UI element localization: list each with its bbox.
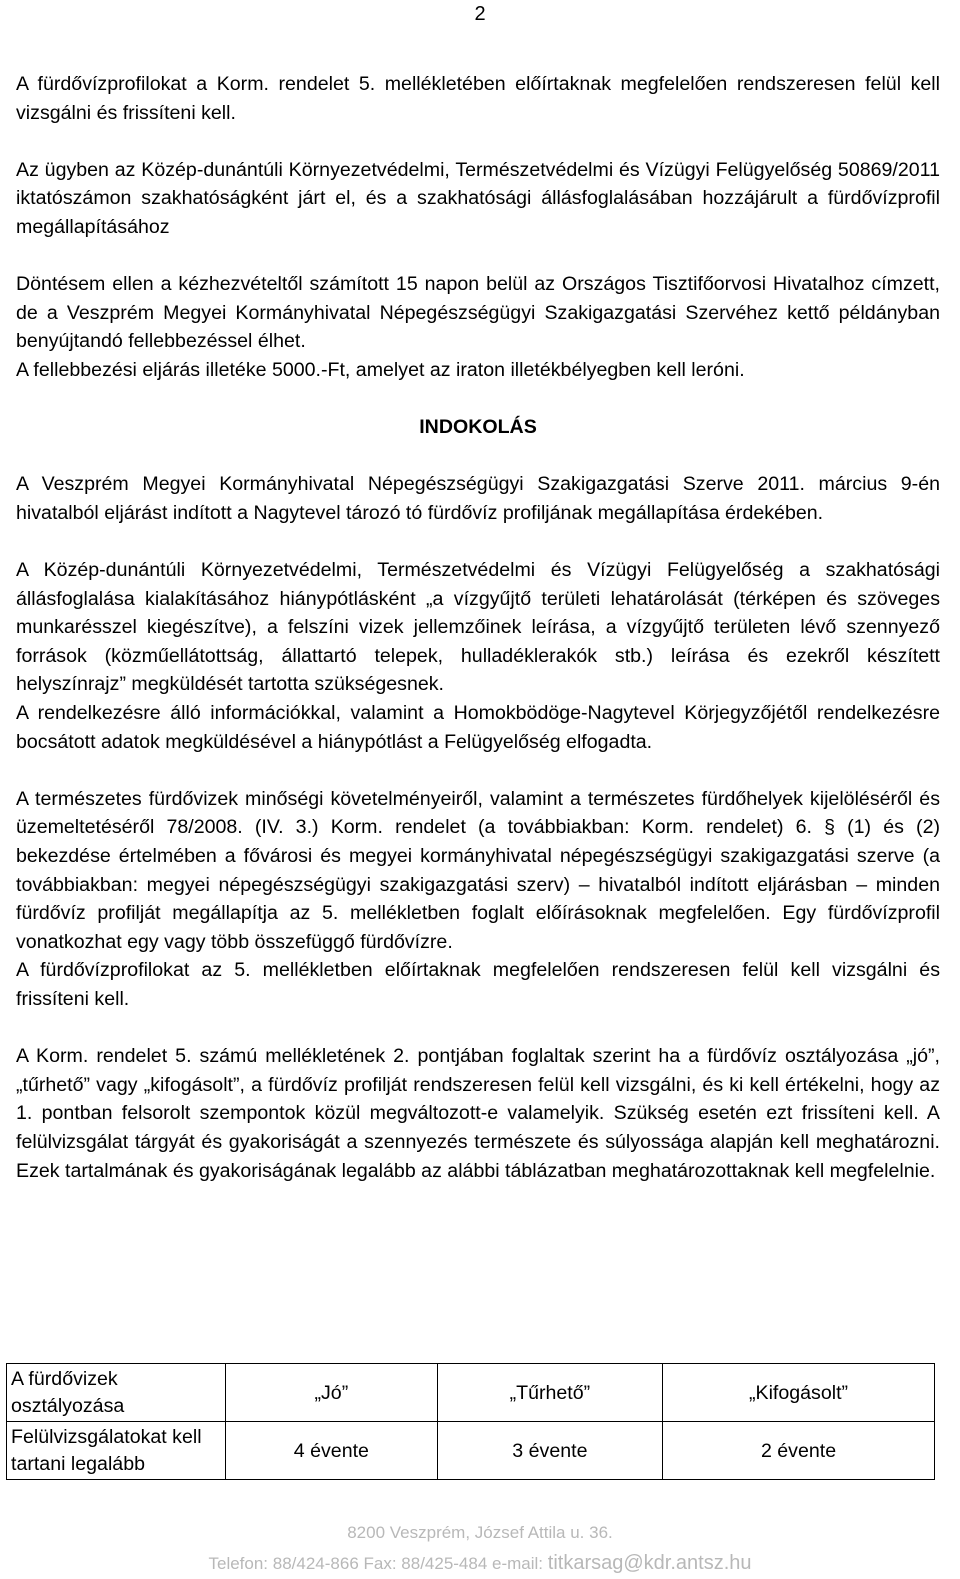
footer-contact: Telefon: 88/424-866 Fax: 88/425-484 e-mail: <box>208 1554 548 1573</box>
table-row <box>7 1364 935 1422</box>
table-cell-acceptable: 3 évente <box>437 1422 662 1480</box>
paragraph-profile-refresh: A fürdővízprofilokat az 5. mellékletben előírtaknak megfelelően rendszeresen felül kell vizsgálni és frissíteni kell. <box>16 959 940 1010</box>
footer-email: titkarsag@kdr.antsz.hu <box>547 1552 752 1574</box>
paragraph-deficiency-accepted: A rendelkezésre álló információkkal, valamint a Homokbödöge-Nagytevel Körjegyzőjétől rendelkezésre bocsátott adatok megküldésével a hiánypótlást a Felügyelőség elfogadta. <box>16 702 940 753</box>
page-footer <box>0 1518 960 1579</box>
table-header-good: „Jó” <box>226 1364 438 1422</box>
table-header-objectionable: „Kifogásolt” <box>663 1364 935 1422</box>
paragraph-appeal: Döntésem ellen a kézhezvételtől számított 15 napon belül az Országos Tisztifőorvosi Hivatalhoz címzett, de a Veszprém Megyei Kormányhivatal Népegészségügyi Szakigazgatási Szervéhez kettő példányban benyújtandó fellebbezéssel élhet. <box>16 273 940 353</box>
paragraph-procedure-start: A Veszprém Megyei Kormányhivatal Népegészségügyi Szakigazgatási Szerve 2011. március 9-én hivatalból eljárást indított a Nagytevel tározó tó fürdővíz profiljának megállapítása érdekében. <box>16 473 940 524</box>
review-frequency-table <box>6 1363 935 1480</box>
document-body <box>16 70 940 1185</box>
paragraph-legal-basis: A természetes fürdővizek minőségi követelményeiről, valamint a természetes fürdőhelyek kijelöléséről és üzemeltetéséről 78/2008. (IV. 3.) Korm. rendelet (a továbbiakban: Korm. rendelet) 6. § (1) és (2) bekezdése értelmében a fővárosi és megyei kormányhivatal népegészségügyi szakigazgatási szerve (a továbbiakban: megyei népegészségügyi szakigazgatási szerv) – hivatalból indított eljárásban – minden fürdővíz profilját megállapítja az 5. mellékletben foglalt előírásoknak megfelelően. Egy fürdővízprofil vonatkozhat egy vagy több összefüggő fürdővízre. <box>16 787 940 953</box>
paragraph-authority-consent: Az ügyben az Közép-dunántúli Környezetvédelmi, Természetvédelmi és Vízügyi Felügyelőség 50869/2011 iktatószámon szakhatóságként járt el, és a szakhatósági állásfoglalásában hozzájárult a fürdővízprofil megállapításához <box>16 158 940 238</box>
paragraph-appeal-fee: A fellebbezési eljárás illetéke 5000.-Ft, amelyet az iraton illetékbélyegben kell leróni. <box>16 358 745 381</box>
table-header-acceptable: „Tűrhető” <box>437 1364 662 1422</box>
table-row-label: Felülvizsgálatokat kell tartani legalább <box>7 1422 226 1480</box>
paragraph-profile-review: A fürdővízprofilokat a Korm. rendelet 5. mellékletében előírtaknak megfelelően rendszeresen felül kell vizsgálni és frissíteni kell. <box>16 73 940 124</box>
section-heading: INDOKOLÁS <box>419 416 537 439</box>
page-number: 2 <box>474 3 486 25</box>
table-cell-good: 4 évente <box>226 1422 438 1480</box>
table-header-label: A fürdővizek osztályozása <box>7 1364 226 1422</box>
footer-address: 8200 Veszprém, József Attila u. 36. <box>347 1523 613 1542</box>
paragraph-deficiency-request: A Közép-dunántúli Környezetvédelmi, Természetvédelmi és Vízügyi Felügyelőség a szakhatósági állásfoglalása kialakításához hiánypótlásként „a vízgyűjtő területi lehatárolását (térképen és szöveges munkarésszel kiegészítve), a felszíni vizek jellemzőinek leírása, a vízgyűjtő területen lévő szennyező források (közműellátottság, állattartó telepek, hulladéklerakók stb.) leírása és ezekről készített helyszínrajz” megküldését tartotta szükségesnek. <box>16 559 940 696</box>
paragraph-review-frequency: A Korm. rendelet 5. számú mellékletének 2. pontjában foglaltak szerint ha a fürdővíz osztályozása „jó”, „tűrhető” vagy „kifogásolt”, a fürdővíz profilját rendszeresen felül kell vizsgálni, és ki kell értékelni, hogy az 1. pontban felsorolt szempontok közül megváltozott-e valamelyik. Szükség esetén ezt frissíteni kell. A felülvizsgálat tárgyát és gyakoriságát a szennyezés természete és súlyossága alapján kell meghatározni. Ezek tartalmának és gyakoriságának legalább az alábbi táblázatban meghatározottaknak kell megfelelnie. <box>16 1045 940 1182</box>
table-row <box>7 1422 935 1480</box>
table-cell-objectionable: 2 évente <box>663 1422 935 1480</box>
footer-contact-line <box>0 1548 960 1579</box>
